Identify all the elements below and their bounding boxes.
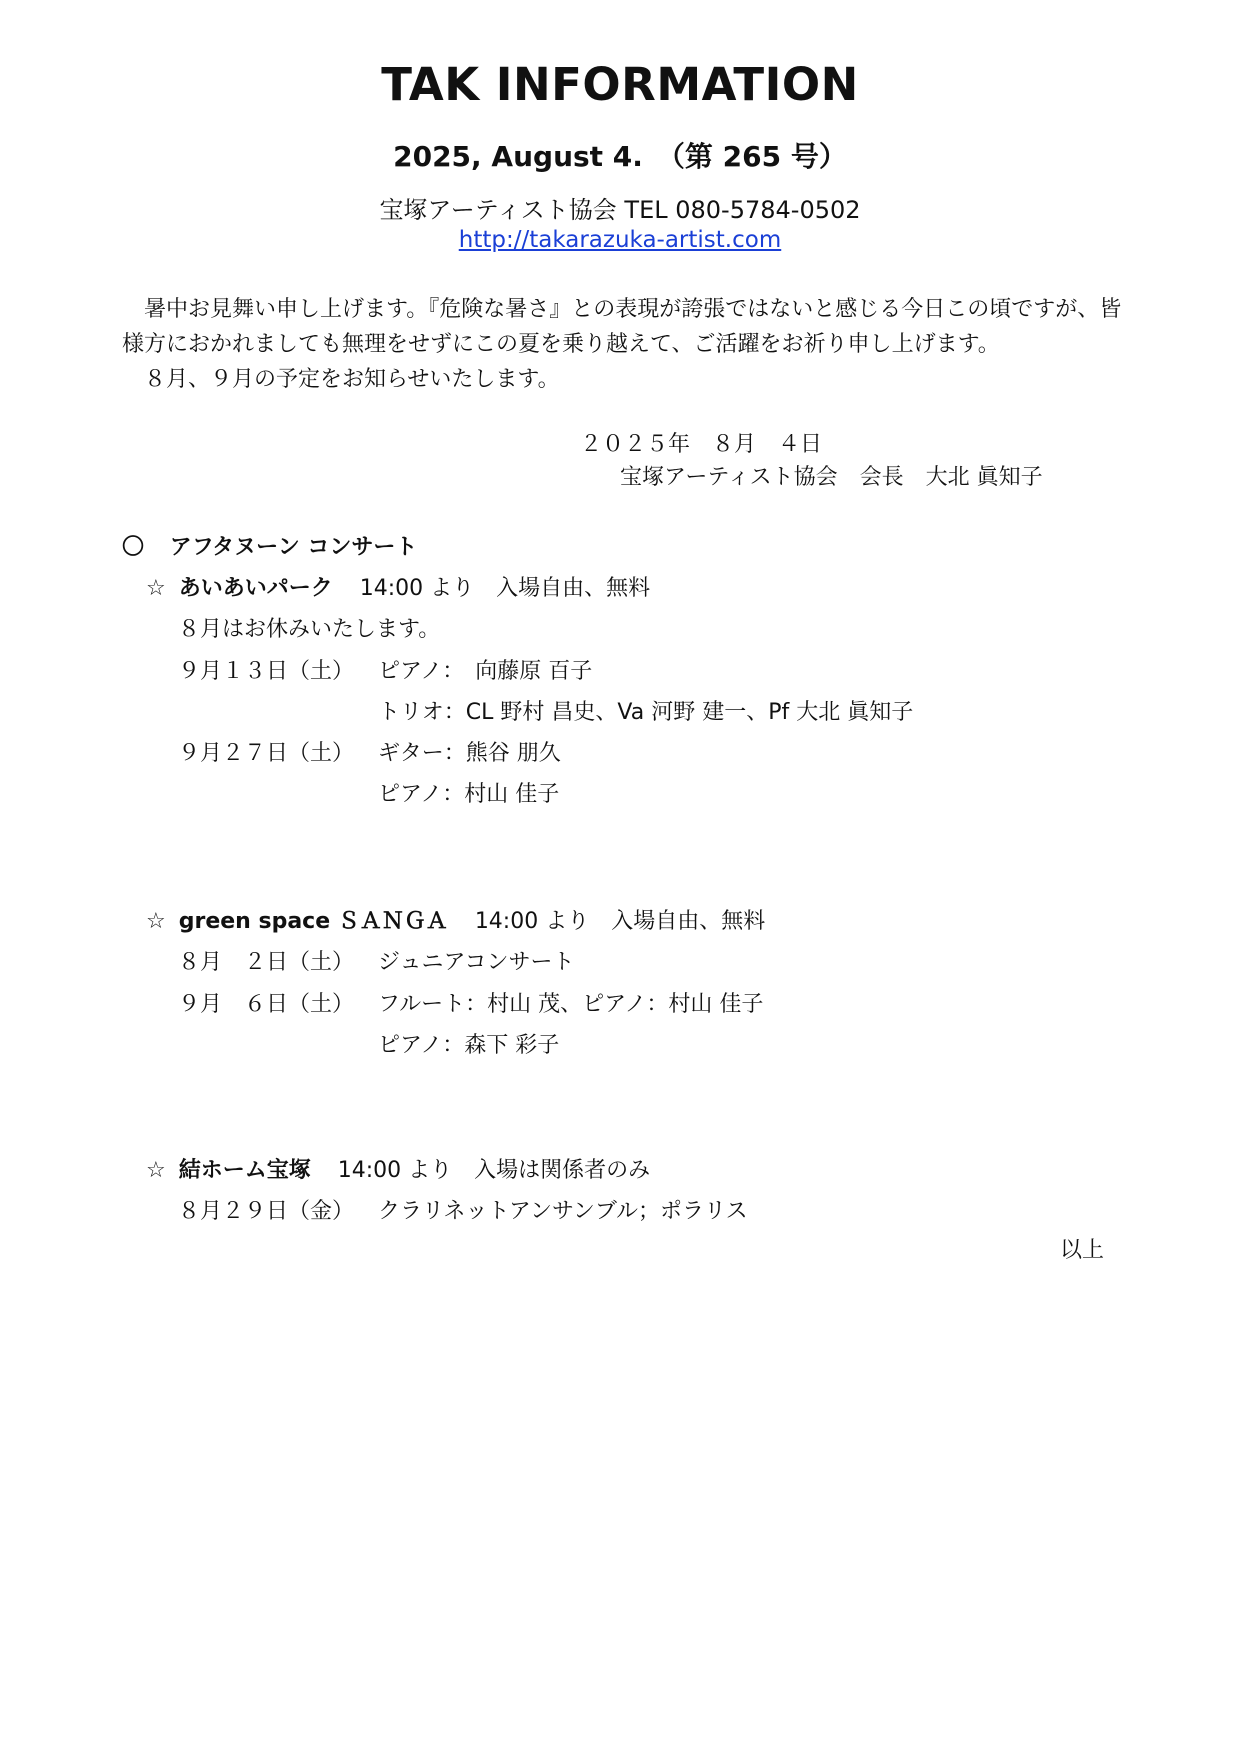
venue-heading <box>146 571 650 602</box>
document-title: TAK INFORMATION <box>381 58 859 111</box>
schedule-detail: ギター：熊谷 朋久 <box>378 741 561 766</box>
schedule-detail: トリオ：CL 野村 昌史、Va 河野 建一、Pf 大北 眞知子 <box>378 700 914 725</box>
schedule-detail: ピアノ：森下 彩子 <box>378 1033 560 1058</box>
schedule-detail: クラリネットアンサンブル；ポラリス <box>378 1199 748 1224</box>
schedule-date: ９月１３日（土） <box>178 659 355 684</box>
venue-info: 14:00 より 入場は関係者のみ <box>337 1158 651 1183</box>
venue-info: 14:00 より 入場自由、無料 <box>359 576 651 601</box>
signer: 宝塚アーティスト協会 会長 大北 眞知子 <box>620 465 1043 490</box>
circle-marker: 〇 <box>122 535 145 560</box>
section-title: アフタヌーン コンサート <box>169 535 418 560</box>
star-icon: ☆ <box>146 576 166 601</box>
star-icon: ☆ <box>146 909 166 934</box>
schedule-date: ８月 ２日（土） <box>178 950 355 975</box>
closing-text: 以上 <box>1060 1238 1105 1263</box>
intro-block <box>122 292 1122 397</box>
issue-line: 2025, August 4. （第 265 号） <box>393 140 847 173</box>
website-link[interactable]: http://takarazuka-artist.com <box>458 227 782 253</box>
venue-heading <box>146 904 765 935</box>
section-heading <box>122 530 417 561</box>
venue-info: 14:00 より 入場自由、無料 <box>474 909 766 934</box>
schedule-date: ９月２７日（土） <box>178 741 355 766</box>
organization-contact: 宝塚アーティスト協会 TEL 080-5784-0502 <box>379 196 861 224</box>
schedule-detail: フルート：村山 茂、ピアノ：村山 佳子 <box>378 992 764 1017</box>
venue-name: あいあいパーク <box>178 576 333 601</box>
schedule-line: ８月はお休みいたします。 <box>178 617 441 642</box>
schedule-date: ８月２９日（金） <box>178 1199 355 1224</box>
letter-date: ２０２５年 ８月 ４日 <box>580 432 823 457</box>
venue-name: green space ＳＡＮＧＡ <box>178 909 448 934</box>
schedule-note: ８月、９月の予定をお知らせいたします。 <box>122 367 560 392</box>
schedule-detail: ピアノ：村山 佳子 <box>378 782 560 807</box>
schedule-detail: ジュニアコンサート <box>378 950 575 975</box>
website-link-wrapper <box>0 227 1240 253</box>
venue-name: 結ホーム宝塚 <box>178 1158 311 1183</box>
schedule-date: ９月 ６日（土） <box>178 992 355 1017</box>
star-icon: ☆ <box>146 1158 166 1183</box>
venue-heading <box>146 1153 650 1184</box>
schedule-detail: ピアノ： 向藤原 百子 <box>378 659 593 684</box>
greeting-paragraph: 暑中お見舞い申し上げます。『危険な暑さ』との表現が誇張ではないと感じる今日この頃ですが、皆様方におかれましても無理をせずにこの夏を乗り越えて、ご活躍をお祈り申し上げます。 <box>122 297 1122 357</box>
